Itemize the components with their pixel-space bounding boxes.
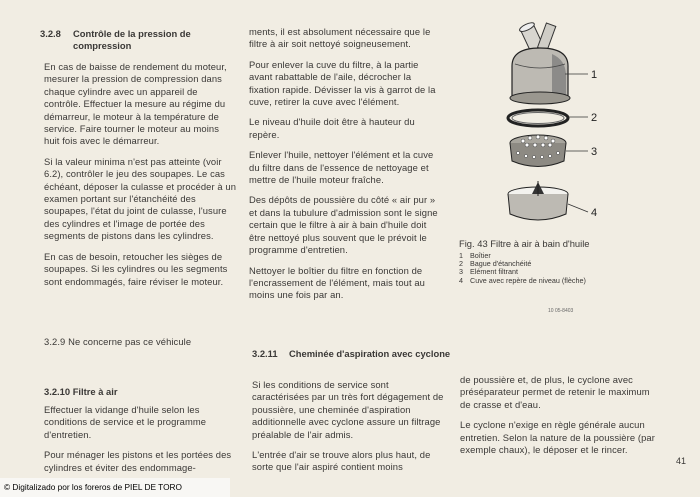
credit-label: © Digitalizado por los foreros de PIEL DE TORO: [0, 478, 230, 497]
heading-number: 3.2.11: [252, 348, 278, 359]
page-number: 41: [676, 456, 687, 466]
paragraph: Pour ménager les pistons et les portées des cylindres et éviter des endommage-: [44, 449, 232, 473]
column-2-bottom: [252, 379, 447, 482]
air-filter-illustration: [460, 16, 610, 236]
sealing-ring-drawing: [508, 110, 568, 126]
paragraph: Des dépôts de poussière du côté « air pur » et dans la tubulure d'admission sont le signe certain que le filtre à air à bain d'huile doit être nettoyé plus souvent que le prévoit le programme d'entretien.: [249, 194, 438, 256]
paragraph: Enlever l'huile, nettoyer l'élément et la cuve du filtre dans de l'essence de nettoyage et mettre de l'huile moteur fraîche.: [249, 149, 434, 186]
heading-title: Contrôle de la pression de compression: [73, 28, 191, 52]
paragraph: En cas de besoin, retoucher les sièges de soupapes. Si les cylindres ou les segments sont endommagés, faire réviser le moteur.: [44, 250, 228, 287]
heading-3-2-8: [40, 28, 235, 53]
legend-item: 1 Boîtier: [459, 251, 491, 260]
figure-caption: Fig. 43 Filtre à air à bain d'huile: [459, 238, 590, 249]
heading-3-2-11: [252, 348, 452, 360]
figure-reference: 10 05-8403: [548, 308, 574, 314]
filter-element-drawing: [510, 135, 566, 167]
legend-item: 4 Cuve avec repère de niveau (flèche): [459, 275, 586, 285]
paragraph: Le niveau d'huile doit être à hauteur du repère.: [249, 116, 415, 140]
callout-1: 1: [591, 69, 598, 81]
paragraph: Si la valeur minima n'est pas atteinte (voir 6.2), contrôler le jeu des soupapes. Le cas échéant, déposer la culasse et procéder à un examen portant sur l'étanchéité des soupapes, l'état du joint de culasse, l'usure des cylindres et l'image de portée des segments de pistons dans les cylindres.: [44, 155, 237, 242]
callout-4: 4: [591, 207, 598, 219]
heading-3-2-10: [44, 386, 244, 398]
paragraph: de poussière et, de plus, le cyclone avec préséparateur permet de retenir le maximum de crasse et d'eau.: [460, 374, 650, 410]
column-3: [460, 374, 656, 464]
column-1-bottom: [44, 404, 237, 482]
column-1: [44, 61, 237, 296]
bowl-drawing: [508, 181, 568, 220]
section-3-2-9: [44, 336, 244, 348]
section-text: Ne concerne pas ce véhicule: [68, 336, 192, 347]
paragraph: ments, il est absolument nécessaire que le filtre à air soit nettoyé soigneusement.: [249, 26, 431, 50]
heading-number: 3.2.10: [44, 386, 71, 397]
paragraph: En cas de baisse de rendement du moteur, mesurer la pression de compression dans chaque cylindre avec un appareil de contrôle. Effectuer la mesure au régime du démarreur, le moteur à la température de service. Faire tourner le moteur au moins huit fois avec le démarreur.: [44, 61, 227, 147]
callout-2: 2: [591, 112, 598, 124]
legend-item: 2 Bague d'étanchéité: [459, 259, 532, 269]
heading-title: Cheminée d'aspiration avec cyclone: [289, 348, 451, 359]
heading-title: Filtre à air: [72, 386, 118, 397]
paragraph: Le cyclone n'exige en règle générale aucun entretien. Selon la nature de la poussière (par exemple chaux), le déposer et le rincer.: [460, 419, 655, 456]
heading-number: 3.2.8: [40, 28, 61, 39]
paragraph: Effectuer la vidange d'huile selon les conditions de service et le programme d'entretien.: [44, 404, 207, 440]
callout-3: 3: [591, 146, 598, 158]
paragraph: L'entrée d'air se trouve alors plus haut, de sorte que l'air aspiré contient moins: [252, 449, 431, 473]
section-number: 3.2.9: [44, 336, 66, 347]
paragraph: Pour enlever la cuve du filtre, à la partie avant rabattable de l'aile, décrocher la fixation rapide. Dévisser la vis à garrot de la cuve, retirer la cuve avec l'élément.: [249, 58, 436, 108]
housing-drawing: [510, 21, 570, 104]
legend-item: 3 Elément filtrant: [459, 267, 518, 277]
paragraph: Si les conditions de service sont caractérisées par un très fort dégagement de poussière, une cheminée d'aspiration additionnelle avec cyclone assure un filtrage préalable de l'air admis.: [252, 379, 444, 440]
column-2: [249, 26, 442, 310]
figure-legend: [459, 252, 586, 285]
paragraph: Nettoyer le boîtier du filtre en fonction de l'encrassement de l'élément, mais tout au moins une fois par an.: [249, 264, 425, 301]
